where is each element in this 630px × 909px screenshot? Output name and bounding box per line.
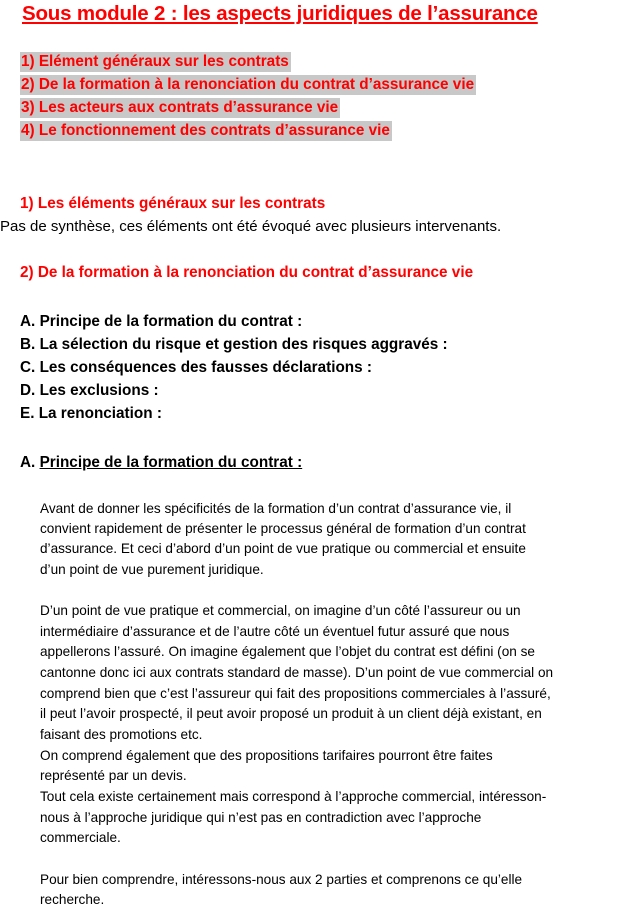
- paragraph-line: convient rapidement de présenter le processus général de formation d’un contrat: [40, 521, 526, 536]
- paragraph-line: Avant de donner les spécificités de la formation d’un contrat d’assurance vie, il: [40, 501, 512, 516]
- outline-item-a: A. Principe de la formation du contrat :: [20, 313, 303, 330]
- paragraph-line: il peut l’avoir prospecté, il peut avoir proposé un produit à un client déjà existant, en: [40, 706, 542, 721]
- outline-item-b: B. La sélection du risque et gestion des risques aggravés :: [20, 336, 448, 353]
- toc-item: 4) Le fonctionnement des contrats d’assurance vie: [21, 122, 390, 139]
- section1-text: Pas de synthèse, ces éléments ont été évoqué avec plusieurs intervenants.: [0, 218, 502, 235]
- paragraph-line: nous à l’approche juridique qui n’est pas en contradiction avec l’approche: [40, 810, 482, 825]
- paragraph-line: comprend bien que c’est l’assureur qui fait des propositions commerciales à l’assuré,: [40, 686, 551, 701]
- paragraph-line: d’assurance. Et ceci d’abord d’un point de vue pratique ou commercial et ensuite: [40, 541, 526, 556]
- paragraph-line: commerciale.: [40, 830, 121, 845]
- outline-item-e: E. La renonciation :: [20, 405, 162, 422]
- paragraph-line: faisant des promotions etc.: [40, 727, 203, 742]
- paragraph-line: Pour bien comprendre, intéressons-nous aux 2 parties et comprenons ce qu’elle: [40, 872, 523, 887]
- toc-item: 1) Elément généraux sur les contrats: [21, 53, 289, 70]
- toc-item: 3) Les acteurs aux contrats d’assurance vie: [21, 99, 339, 116]
- paragraph-line: On comprend également que des propositions tarifaires pourront être faites: [40, 748, 493, 763]
- page-title: Sous module 2 : les aspects juridiques de l’assurance: [22, 2, 538, 25]
- paragraph-line: recherche.: [40, 892, 105, 907]
- outline-item-c: C. Les conséquences des fausses déclarations :: [20, 359, 372, 376]
- paragraph-line: représenté par un devis.: [40, 768, 187, 783]
- paragraph-line: d’un point de vue purement juridique.: [40, 562, 264, 577]
- paragraph-line: Tout cela existe certainement mais correspond à l’approche commercial, intéresson-: [40, 789, 547, 804]
- section2-heading: 2) De la formation à la renonciation du contrat d’assurance vie: [20, 264, 474, 281]
- toc-item: 2) De la formation à la renonciation du contrat d’assurance vie: [21, 76, 475, 93]
- outline-item-d: D. Les exclusions :: [20, 382, 159, 399]
- section1-heading: 1) Les éléments généraux sur les contrats: [20, 195, 326, 212]
- subsection-a-heading: A. Principe de la formation du contrat :: [20, 454, 303, 471]
- paragraph-line: intermédiaire d’assurance et de l’autre côté un éventuel futur assuré que nous: [40, 624, 510, 639]
- paragraph-line: D’un point de vue pratique et commercial, on imagine d’un côté l’assureur ou un: [40, 603, 521, 618]
- paragraph-line: appellerons l’assuré. On imagine également que l’objet du contrat est défini (on se: [40, 644, 535, 659]
- paragraph-line: cantonne donc ici aux contrats standard de masse). D’un point de vue commercial on: [40, 665, 554, 680]
